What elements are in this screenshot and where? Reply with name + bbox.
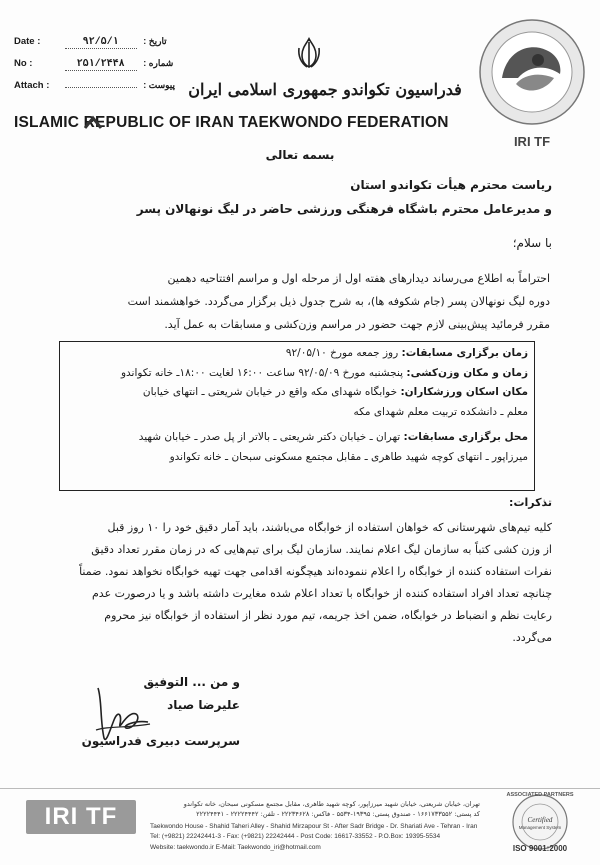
schedule-row: محل برگزاری مسابقات: تهران ـ خیابان دکتر شریعتی ـ بالاتر از پل صدر ـ خیابان شهید xyxy=(138,431,528,443)
footer-address-en-3: Website: taekwondo.ir E-Mail: Taekwondo_iri@hotmail.com xyxy=(150,844,321,851)
schedule-row: معلم ـ دانشکده تربیت معلم شهدای مکه xyxy=(353,405,528,418)
iso-text: ISO 9001:2000 xyxy=(512,844,568,853)
attach-label-fa: پیوست : xyxy=(143,80,176,90)
body-line-1: احتراماً به اطلاع می‌رساند دیدارهای هفته اول از مرحله اول و مراسم افتتاحیه دهمین xyxy=(167,272,550,285)
federation-logo xyxy=(476,12,588,162)
date-row xyxy=(14,36,167,50)
recipient-line-2: و مدیرعامل محترم باشگاه فرهنگی ورزشی حاضر در لیگ نونهالان پسر xyxy=(136,202,552,216)
note-line: می‌گردد. xyxy=(512,631,552,644)
note-line: رعایت نظم و انضباط در خوابگاه، ضمن اخذ جریمه، تیم مورد نظر از استفاده از خوابگاه نیز محروم xyxy=(104,609,552,622)
date-label: Date : xyxy=(14,36,41,47)
chevron-mark-icon xyxy=(84,114,102,128)
signer-title: سرپرست دبیری فدراسیون xyxy=(81,734,240,748)
schedule-row: مکان اسکان ورزشکاران: خوابگاه شهدای مکه واقع در خیابان شریعتی ـ انتهای خیابان xyxy=(142,386,528,398)
number-value: ۲۵۱/۲۴۴۸ xyxy=(65,58,137,71)
footer-logo-text: IRI TF xyxy=(44,803,118,830)
number-label: No : xyxy=(14,58,33,69)
certification-badge xyxy=(494,792,586,854)
footer-divider xyxy=(0,788,600,789)
signer-name: علیرضا صیاد xyxy=(167,698,240,712)
number-label-fa: شماره : xyxy=(143,58,174,68)
cert-badge-line-1: Certified xyxy=(527,816,553,824)
number-row xyxy=(14,58,173,72)
iran-emblem-icon xyxy=(296,36,322,70)
cert-badge-line-2: Management System xyxy=(518,825,562,830)
note-line: نفرات استفاده کننده از خوابگاه را اعلام ننموده‌اند هیچگونه اقدامی جهت تهیه خوابگاه نخواهد نمود. ضمناً xyxy=(79,565,552,578)
attach-value xyxy=(65,87,137,88)
note-line: چنانچه تعداد افراد استفاده کننده از خوابگاه با تعداد اعلام شده مغایرت داشته باشد و یا درصورت عدم xyxy=(91,587,552,600)
federation-logo-text: IRI TF xyxy=(513,134,551,149)
date-label-fa: تاریخ : xyxy=(143,36,167,46)
footer-address-fa-1: تهران، خیابان شریعتی، خیابان شهید میرزاپور، کوچه شهید طاهری، مقابل مجتمع مسکونی سبحان، خانه تکواندو xyxy=(183,800,480,808)
cert-partners-text: ASSOCIATED PARTNERS xyxy=(506,792,574,798)
schedule-row: میرزاپور ـ انتهای کوچه شهید طاهری ـ مقابل مجتمع مسکونی سبحان ـ خانه تکواندو xyxy=(169,450,528,463)
date-value: ۹۲/۵/۱ xyxy=(65,36,137,49)
footer-address-en-1: Taekwondo House - Shahid Taheri Alley - Shahid Mirzapour St - After Sadr Bridge - Dr. Shariati Ave - Tehran - Iran xyxy=(150,823,478,830)
recipient-line-1: ریاست محترم هیأت تکواندو استان xyxy=(350,178,552,192)
schedule-box xyxy=(59,341,535,491)
attach-label: Attach : xyxy=(14,80,50,91)
footer-logo xyxy=(26,800,136,834)
schedule-row: زمان برگزاری مسابقات: روز جمعه مورخ ۹۲/۰۵/۱۰ xyxy=(285,347,528,359)
note-line: کلیه تیم‌های شهرستانی که خواهان استفاده از خوابگاه می‌باشند، باید آمار دقیق خود را ۱۰ روز قبل xyxy=(107,521,552,534)
federation-name-en: ISLAMIC REPUBLIC OF IRAN TAEKWONDO FEDERATION xyxy=(14,114,449,131)
notes-title: تذکرات: xyxy=(509,496,552,509)
footer-address-fa-2: کد پستی: ۱۶۶۱۷۳۳۵۵۲ - صندوق پستی: ۱۹۳۹۵-۵۵۳۴ - فاکس: ۲۲۲۳۴۶۲۸ - تلفن: ۲۲۲۲۴۴۴۲ - ۲۲۲۲۴۴۴۱ xyxy=(196,810,480,818)
footer-address-en-2: Tel: (+9821) 22242441-3 - Fax: (+9821) 22242444 - Post Code: 16617-33552 - P.O.Box: 19395-5534 xyxy=(150,833,441,840)
closing: و من ... التوفیق xyxy=(143,675,240,689)
greeting: با سلام؛ xyxy=(512,236,552,250)
invocation: بسمه تعالی xyxy=(265,148,335,162)
body-line-2: دوره لیگ نونهالان پسر (جام شکوفه ها)، به شرح جدول ذیل برگزار می‌گردد. خواهشمند است xyxy=(127,295,550,308)
body-line-3: مقرر فرمائید پیش‌بینی لازم جهت حضور در مراسم وزن‌کشی و مسابقات به عمل آید. xyxy=(164,318,550,331)
attach-row xyxy=(14,80,175,94)
schedule-row: زمان و مکان وزن‌کشی: پنجشنبه مورخ ۹۲/۰۵/۰۹ ساعت ۱۶:۰۰ لغایت ۱۸:۰۰ـ خانه تکواندو xyxy=(120,366,528,379)
note-line: از وزن کشی کتباً به سازمان لیگ اعلام نمایند. سازمان لیگ برای تیم‌هایی که در زمان مقرر تعداد دقیق xyxy=(91,543,552,556)
handwritten-signature-icon xyxy=(88,680,158,750)
federation-name-fa: فدراسیون تکواندو جمهوری اسلامی ایران xyxy=(188,80,462,99)
